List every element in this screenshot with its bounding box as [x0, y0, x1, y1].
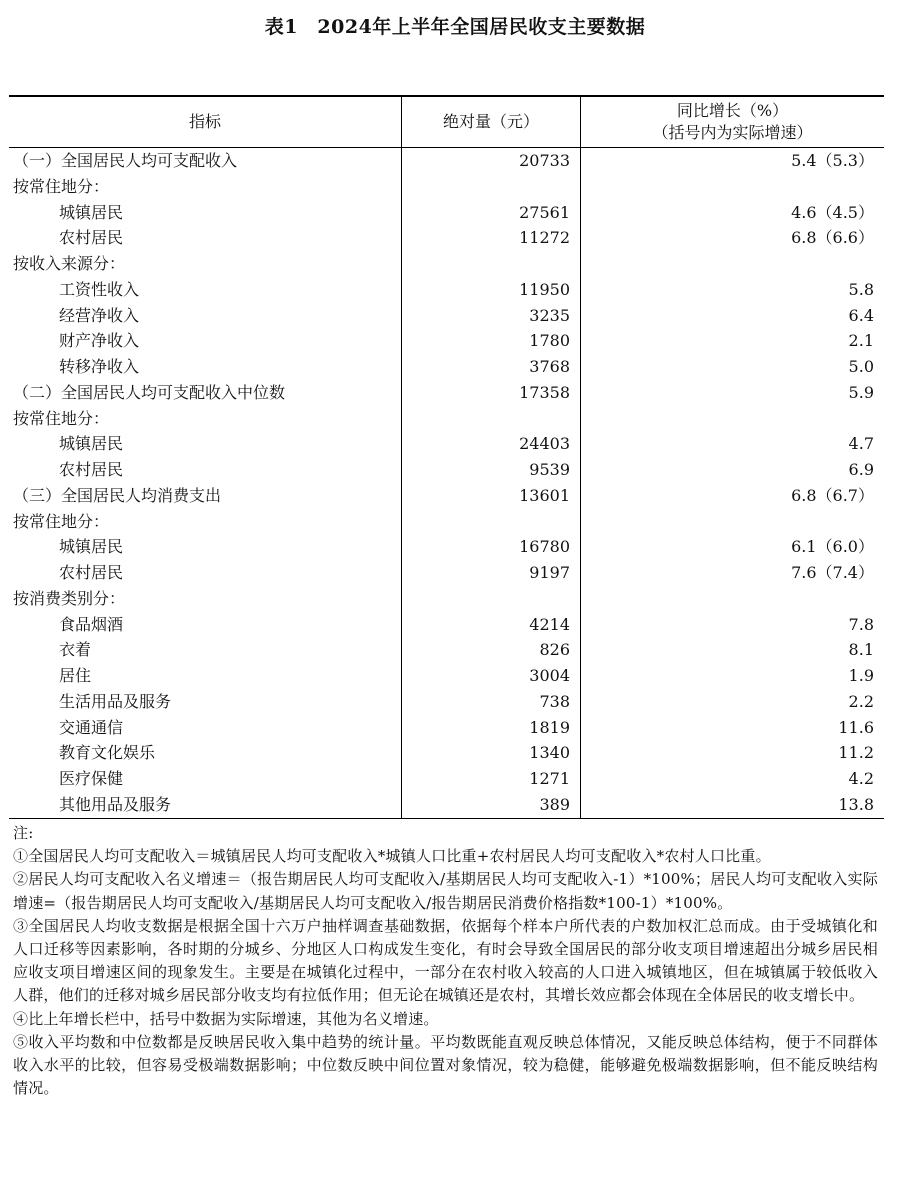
row-absolute-value: 1819: [402, 715, 581, 741]
table-row: [9, 689, 884, 715]
row-yoy-growth: 1.9: [848, 666, 874, 685]
row-absolute-value: 1271: [402, 766, 581, 792]
note-item: ⑤收入平均数和中位数都是反映居民收入集中趋势的统计量。平均数既能直观反映总体情况，又能反映总体结构，便于不同群体收入水平的比较，但容易受极端数据影响；中位数反映中间位置对象情况，较为稳健，能够避免极端数据影响，但不能反映结构情况。: [13, 1032, 878, 1098]
row-indicator: （一）全国居民人均可支配收入: [9, 148, 402, 174]
row-yoy-growth: 5.4（5.3）: [791, 151, 874, 170]
row-yoy-growth: 11.6: [838, 717, 874, 737]
row-yoy-growth: 6.1（6.0）: [791, 537, 874, 557]
row-absolute-value: 1780: [402, 328, 581, 354]
table-row: [9, 740, 884, 766]
row-indicator: 生活用品及服务: [9, 689, 402, 715]
row-indicator: 财产净收入: [9, 328, 402, 354]
table-row: [9, 792, 884, 818]
row-yoy-growth: 4.6（4.5）: [791, 202, 874, 222]
row-yoy-growth: 7.8: [848, 614, 874, 634]
table-row: [9, 431, 884, 457]
table-row: [9, 148, 884, 174]
row-absolute-value: 24403: [402, 431, 581, 457]
row-absolute-value: 9197: [402, 560, 581, 586]
row-absolute-value: [402, 251, 581, 277]
table-row: [9, 663, 884, 689]
row-yoy-growth: 6.9: [848, 460, 874, 479]
table-row: [9, 509, 884, 535]
footnotes: [13, 822, 878, 1100]
row-absolute-value: [402, 174, 581, 200]
table-row: [9, 251, 884, 277]
notes-list: [13, 845, 878, 1100]
row-absolute-value: 1340: [402, 740, 581, 766]
row-yoy-growth: 13.8: [838, 794, 874, 814]
row-yoy-growth: [581, 586, 885, 612]
row-indicator: 经营净收入: [9, 303, 402, 329]
table-row: [9, 354, 884, 380]
note-item: ②居民人均可支配收入名义增速＝（报告期居民人均可支配收入/基期居民人均可支配收入-1）*100%；居民人均可支配收入实际增速=（报告期居民人均可支配收入/基期居民人均可支配收入/报告期居民消费价格指数*100-1）*100%。: [13, 870, 878, 912]
row-absolute-value: [402, 586, 581, 612]
row-indicator: 城镇居民: [9, 200, 402, 226]
row-indicator: 按消费类别分：: [9, 586, 402, 612]
table-row: [9, 406, 884, 432]
table-row: [9, 225, 884, 251]
table-row: [9, 637, 884, 663]
row-absolute-value: 4214: [402, 612, 581, 638]
note-item: ④比上年增长栏中，括号中数据为实际增速，其他为名义增速。: [13, 1009, 439, 1028]
row-yoy-growth: 2.2: [848, 691, 874, 711]
table-body: [9, 148, 884, 819]
row-indicator: 工资性收入: [9, 277, 402, 303]
row-yoy-growth: 4.7: [848, 434, 874, 454]
header-indicator: 指标: [9, 96, 402, 148]
table-row: [9, 303, 884, 329]
table-row: [9, 483, 884, 509]
table-row: [9, 612, 884, 638]
table-title: 表1 2024年上半年全国居民收支主要数据: [264, 16, 646, 38]
row-yoy-growth: [581, 406, 885, 432]
row-indicator: 转移净收入: [9, 354, 402, 380]
row-yoy-growth: 7.6（7.4）: [791, 563, 874, 582]
row-yoy-growth: 6.4: [848, 305, 874, 325]
row-absolute-value: 738: [402, 689, 581, 715]
header-row: [9, 96, 884, 148]
row-indicator: 医疗保健: [9, 766, 402, 792]
row-absolute-value: 9539: [402, 457, 581, 483]
row-yoy-growth: 4.2: [848, 769, 874, 788]
row-indicator: 按常住地分：: [9, 174, 402, 200]
table-row: [9, 174, 884, 200]
row-absolute-value: 3235: [402, 303, 581, 329]
note-item: ③全国居民人均收支数据是根据全国十六万户抽样调查基础数据，依据每个样本户所代表的户数加权汇总而成。由于受城镇化和人口迁移等因素影响，各时期的分城乡、分地区人口构成发生变化，有时会导致全国居民的部分收支项目增速超出分城乡居民相应收支项目增速区间的现象发生。主要是在城镇化过程中，一部分在农村收入较高的人口进入城镇地区，但在城镇属于较低收入人群，他们的迁移对城乡居民部分收支均有拉低作用；但无论在城镇还是农村，其增长效应都会体现在全体居民的收支增长中。: [13, 916, 878, 1005]
header-yoy: [581, 96, 885, 148]
row-absolute-value: 826: [402, 637, 581, 663]
row-absolute-value: 389: [402, 792, 581, 818]
row-yoy-growth: 6.8（6.7）: [791, 485, 874, 505]
row-absolute-value: 27561: [402, 200, 581, 226]
row-absolute-value: [402, 509, 581, 535]
row-absolute-value: 13601: [402, 483, 581, 509]
row-indicator: 农村居民: [9, 457, 402, 483]
row-indicator: 教育文化娱乐: [9, 740, 402, 766]
row-yoy-growth: 5.8: [848, 279, 874, 299]
table-row: [9, 534, 884, 560]
table-row: [9, 328, 884, 354]
row-indicator: 交通通信: [9, 715, 402, 741]
row-yoy-growth: 5.9: [848, 382, 874, 402]
row-indicator: 按常住地分：: [9, 406, 402, 432]
row-yoy-growth: [581, 174, 885, 200]
table-row: [9, 586, 884, 612]
table-row: [9, 715, 884, 741]
table-row: [9, 766, 884, 792]
row-yoy-growth: [581, 251, 885, 277]
row-indicator: 城镇居民: [9, 534, 402, 560]
note-item: ①全国居民人均可支配收入＝城镇居民人均可支配收入*城镇人口比重+农村居民人均可支配收入*农村人口比重。: [13, 847, 771, 866]
header-yoy-line2: （括号内为实际增速）: [652, 123, 813, 142]
income-expenditure-table: [9, 95, 884, 819]
row-absolute-value: 11950: [402, 277, 581, 303]
notes-heading: 注:: [13, 824, 34, 842]
header-absolute: 绝对量（元）: [402, 96, 581, 148]
table-row: [9, 457, 884, 483]
row-indicator: 居住: [9, 663, 402, 689]
row-indicator: 按常住地分：: [9, 509, 402, 535]
row-indicator: 衣着: [9, 637, 402, 663]
row-absolute-value: [402, 406, 581, 432]
row-absolute-value: 17358: [402, 380, 581, 406]
row-absolute-value: 3004: [402, 663, 581, 689]
row-indicator: 食品烟酒: [9, 612, 402, 638]
table-row: [9, 380, 884, 406]
row-yoy-growth: 5.0: [848, 357, 874, 376]
table-row: [9, 277, 884, 303]
row-yoy-growth: 2.1: [848, 331, 874, 351]
row-yoy-growth: 6.8（6.6）: [791, 228, 874, 248]
header-yoy-line1: 同比增长（%）: [676, 101, 789, 120]
row-yoy-growth: 8.1: [848, 640, 874, 660]
table-row: [9, 560, 884, 586]
row-indicator: 其他用品及服务: [9, 792, 402, 818]
row-absolute-value: 16780: [402, 534, 581, 560]
row-indicator: 按收入来源分：: [9, 251, 402, 277]
row-indicator: 农村居民: [9, 560, 402, 586]
row-indicator: （二）全国居民人均可支配收入中位数: [9, 380, 402, 406]
row-yoy-growth: 11.2: [838, 743, 874, 763]
row-indicator: （三）全国居民人均消费支出: [9, 483, 402, 509]
row-yoy-growth: [581, 509, 885, 535]
table-row: [9, 200, 884, 226]
row-indicator: 城镇居民: [9, 431, 402, 457]
row-absolute-value: 11272: [402, 225, 581, 251]
row-indicator: 农村居民: [9, 225, 402, 251]
row-absolute-value: 3768: [402, 354, 581, 380]
row-absolute-value: 20733: [402, 148, 581, 174]
